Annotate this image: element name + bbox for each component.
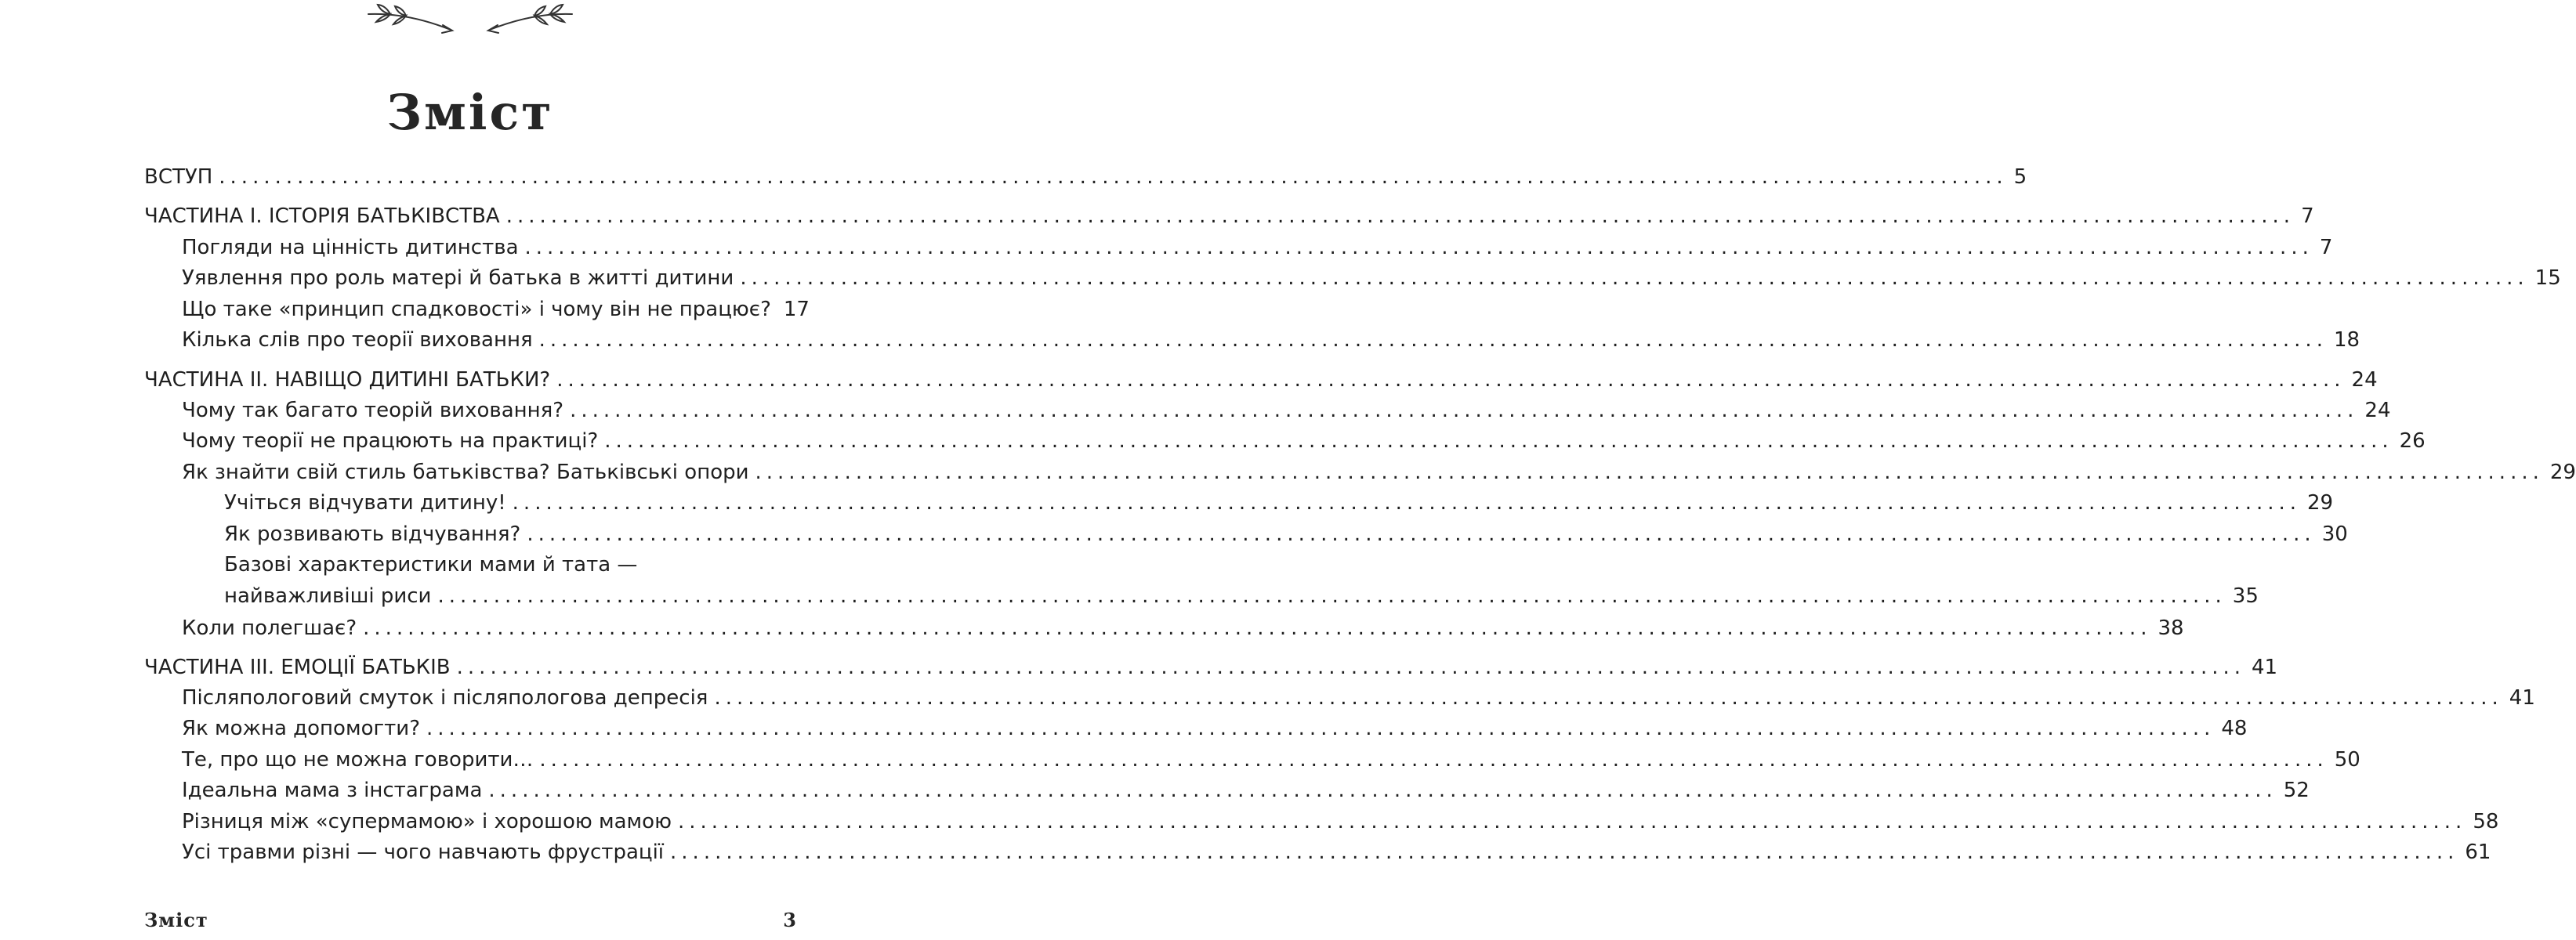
dot-leader: ................................................................................................................................................................ (437, 584, 2226, 608)
toc-entry-page: 41 (2252, 656, 2278, 679)
dot-leader: ................................................................................................................................................................ (740, 266, 2529, 290)
dot-leader: ................................................................................................................................................................ (505, 204, 2295, 228)
toc-entry-title: Як знайти свій стиль батьківства? Батьківські опори (182, 461, 749, 484)
toc-entry-page: 7 (2301, 204, 2314, 228)
dot-leader: ................................................................................................................................................................ (677, 810, 2467, 833)
page-number: 3 (783, 909, 796, 931)
toc-entry-title: Учіться відчувати дитину! (224, 491, 506, 515)
toc-entry (182, 264, 2561, 292)
toc-entry (182, 458, 2576, 486)
toc-entry-page: 24 (2351, 368, 2378, 392)
dot-leader: ................................................................................................................................................................ (670, 841, 2459, 864)
toc-entry (224, 582, 2259, 610)
toc-entry (224, 489, 2334, 517)
toc-entry-page: 58 (2473, 810, 2499, 833)
toc-entry (224, 520, 2348, 548)
toc-entry (224, 551, 796, 579)
dot-leader: ................................................................................................................................................................ (512, 491, 2302, 515)
toc-entry (182, 746, 2360, 774)
dot-leader: ................................................................................................................................................................ (539, 748, 2328, 772)
toc-entry (182, 838, 2491, 866)
toc-entry (182, 808, 2499, 836)
toc-entry (182, 295, 810, 324)
toc-entry-page: 30 (2321, 522, 2348, 546)
toc-entry-page: 29 (2549, 461, 2576, 484)
toc-entry-page: 18 (2333, 328, 2360, 352)
dot-leader: ................................................................................................................................................................ (456, 656, 2245, 679)
toc-entry-title: Уявлення про роль матері й батька в житті дитини (182, 266, 734, 290)
toc-entry (144, 163, 2027, 191)
toc-entry-title: Ідеальна мама з інстаграма (182, 779, 483, 802)
toc-entry (144, 202, 2314, 230)
toc-entry-page: 5 (2013, 165, 2027, 189)
toc-entry-title: Як можна допомогти? (182, 717, 420, 740)
toc-entry (182, 427, 2426, 455)
toc-entry (144, 653, 2278, 682)
toc-entry (182, 396, 2391, 425)
toc-entry-title: Післяпологовий смуток і післяпологова депресія (182, 686, 708, 710)
dot-leader: ................................................................................................................................................................ (363, 616, 2152, 640)
toc-entry-title: Коли полегшає? (182, 616, 357, 640)
dot-leader: ................................................................................................................................................................ (755, 461, 2544, 484)
toc-entry-title: найважливіші риси (224, 584, 432, 608)
toc-entry-page: 52 (2283, 779, 2310, 802)
toc-entry-title: Чому теорії не працюють на практиці? (182, 429, 599, 453)
toc-entry (182, 326, 2360, 354)
toc-entry-title: Чому так багато теорій виховання? (182, 399, 564, 422)
dot-leader: ................................................................................................................................................................ (604, 429, 2393, 453)
toc-entry-page: 48 (2221, 717, 2248, 740)
toc-entry-page: 41 (2509, 686, 2535, 710)
dot-leader: ................................................................................................................................................................ (714, 686, 2503, 710)
toc-entry-title: Кілька слів про теорії виховання (182, 328, 533, 352)
toc-entry-title: Як розвивають відчування? (224, 522, 521, 546)
toc-entry (182, 614, 2184, 642)
toc-entry-title: ЧАСТИНА І. ІСТОРІЯ БАТЬКІВСТВА (144, 204, 500, 228)
dot-leader: ................................................................................................................................................................ (426, 717, 2216, 740)
toc-entry-page: 24 (2364, 399, 2391, 422)
toc-entry-title: Усі травми різні — чого навчають фрустрації (182, 841, 665, 864)
dot-leader: ................................................................................................................................................................ (524, 236, 2313, 259)
toc-entry-page: 38 (2158, 616, 2184, 640)
toc-entry-title: Що таке «принцип спадковості» і чому він не працює? (182, 298, 771, 321)
toc-entry-title: ВСТУП (144, 165, 213, 189)
toc-entry-title: ЧАСТИНА ІІІ. ЕМОЦІЇ БАТЬКІВ (144, 656, 451, 679)
toc-entry-page: 17 (783, 298, 810, 321)
toc-entry (144, 366, 2378, 394)
toc-entry-page: 35 (2232, 584, 2259, 608)
dot-leader: ................................................................................................................................................................ (527, 522, 2316, 546)
toc-entry (182, 233, 2333, 262)
dot-leader: ................................................................................................................................................................ (219, 165, 2008, 189)
page-title: Зміст (386, 84, 554, 141)
toc-entry-page: 26 (2399, 429, 2426, 453)
toc-entry-title: Базові характеристики мами й тата — (224, 553, 638, 577)
toc-entry-title: Погляди на цінність дитинства (182, 236, 519, 259)
dot-leader: ................................................................................................................................................................ (488, 779, 2277, 802)
toc-entry-title: ЧАСТИНА ІІ. НАВІЩО ДИТИНІ БАТЬКИ? (144, 368, 551, 392)
toc-entry-title: Різниця між «супермамою» і хорошою мамою (182, 810, 672, 833)
toc-entry (182, 684, 2535, 712)
toc-entry-page: 50 (2334, 748, 2360, 772)
toc-entry-page: 29 (2307, 491, 2334, 515)
running-footer-section: Зміст (144, 909, 208, 931)
toc-entry-page: 15 (2534, 266, 2561, 290)
dot-leader: ................................................................................................................................................................ (538, 328, 2328, 352)
toc-entry (182, 776, 2310, 804)
dot-leader: ................................................................................................................................................................ (556, 368, 2346, 392)
toc-entry-page: 61 (2465, 841, 2491, 864)
dot-leader: ................................................................................................................................................................ (570, 399, 2359, 422)
toc-entry (182, 714, 2248, 743)
toc-entry-title: Те, про що не можна говорити… (182, 748, 534, 772)
toc-entry-page: 7 (2319, 236, 2333, 259)
